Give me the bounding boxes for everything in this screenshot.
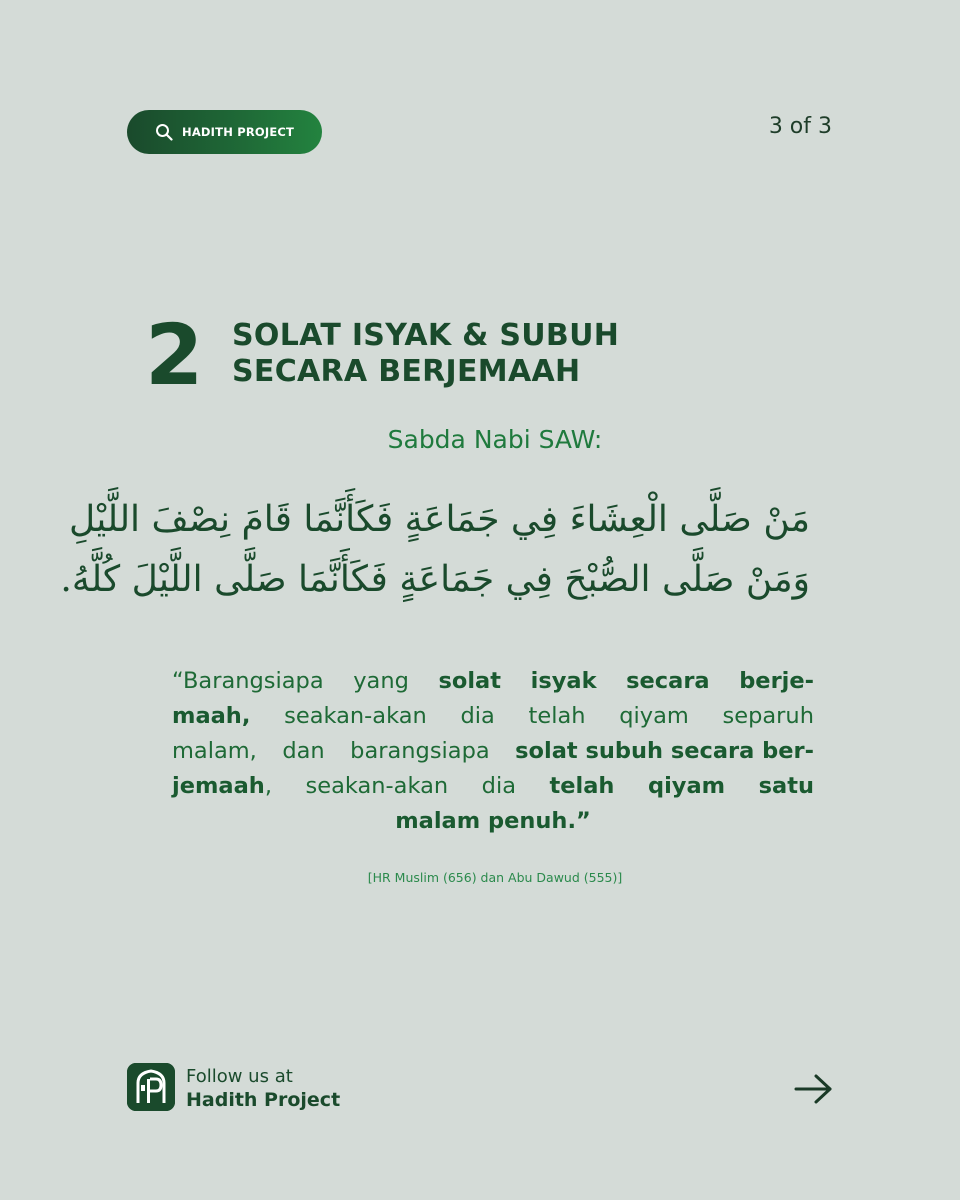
translation-word: qiyam — [619, 703, 689, 729]
translation-word: yang — [353, 668, 409, 694]
translation-bold-phrase: solat subuh secara ber- — [515, 738, 814, 764]
hadith-reference: [HR Muslim (656) dan Abu Dawud (555)] — [367, 870, 623, 885]
point-title-line1: SOLAT ISYAK & SUBUH — [232, 318, 620, 353]
translation-bold-word: maah, — [172, 703, 251, 729]
translation-bold-word: jemaah — [172, 773, 265, 799]
translation-line-5 — [172, 804, 814, 839]
translation-bold-phrase: malam penuh.” — [395, 808, 591, 834]
translation-word-group — [172, 769, 272, 804]
translation-word: seakan-akan — [305, 773, 449, 799]
translation-text — [172, 664, 814, 839]
translation-word: separuh — [722, 703, 814, 729]
translation-bold-word: isyak — [530, 668, 597, 694]
follow-label: Follow us at — [186, 1066, 293, 1087]
translation-word: dia — [481, 773, 516, 799]
translation-line-4 — [172, 769, 814, 804]
brand-pill[interactable] — [127, 110, 322, 154]
translation-bold-word: telah — [549, 773, 615, 799]
hadith-project-logo-icon[interactable] — [127, 1063, 175, 1111]
translation-line-3 — [172, 734, 814, 769]
arabic-line-1: مَنْ صَلَّى الْعِشَاءَ فِي جَمَاعَةٍ فَكَأَنَّمَا قَامَ نِصْفَ اللَّيْلِ — [69, 499, 810, 540]
translation-word: dia — [460, 703, 495, 729]
point-title-line2: SECARA BERJEMAAH — [232, 354, 581, 389]
page-indicator: 3 of 3 — [768, 114, 832, 139]
translation-bold-word: solat — [438, 668, 501, 694]
translation-bold-word: qiyam — [647, 773, 726, 799]
arabic-line-2: وَمَنْ صَلَّى الصُّبْحَ فِي جَمَاعَةٍ فَكَأَنَّمَا صَلَّى اللَّيْلَ كُلَّهُ. — [60, 559, 810, 600]
translation-comma: , — [264, 773, 272, 799]
translation-bold-word: satu — [758, 773, 814, 799]
translation-word: dan — [282, 738, 325, 764]
hadith-intro: Sabda Nabi SAW: — [387, 425, 603, 454]
translation-word: telah — [528, 703, 586, 729]
brand-pill-label: HADITH PROJECT — [182, 125, 295, 139]
arrow-right-icon[interactable] — [794, 1071, 834, 1107]
point-number: 2 — [145, 306, 204, 404]
translation-bold-word: berje- — [739, 668, 814, 694]
translation-word: “Barangsiapa — [172, 668, 324, 694]
footer-brand-name[interactable]: Hadith Project — [186, 1089, 341, 1111]
translation-bold-word: secara — [626, 668, 710, 694]
translation-word: barangsiapa — [350, 738, 490, 764]
point-title — [232, 318, 619, 390]
translation-word: seakan-akan — [284, 703, 427, 729]
translation-word: malam, — [172, 738, 257, 764]
search-icon — [155, 123, 173, 141]
translation-line-2 — [172, 699, 814, 734]
translation-line-1 — [172, 664, 814, 699]
footer-text — [186, 1066, 340, 1112]
arabic-text — [60, 490, 810, 610]
